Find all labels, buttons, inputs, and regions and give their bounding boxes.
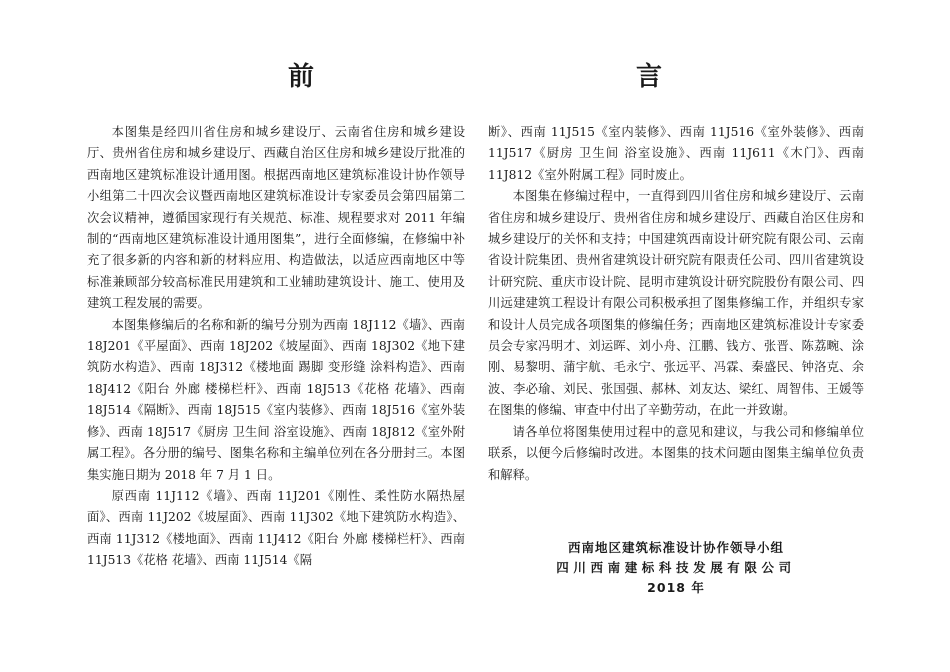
signature-org-1: 西南地区建筑标准设计协作领导小组 [567,540,784,555]
paragraph-new-numbers: 本图集修编后的名称和新的编号分别为西南 18J112《墙》、西南 18J201《平屋面》、西南 18J202《坡屋面》、西南 18J302《地下建筑防水构造》、西南 18J312《楼地面 踢脚 变形缝 涂料构造》、西南 18J412《阳台 外廊 楼梯栏杆》、西南 18J513《花格 花墙》、西南 18J514《隔断》、西南 18J515《室内装修》、西南 18J516《室外装修》、西南 18J517《厨房 卫生间 浴室设施》、西南 18J812《室外附属工程》。各分册的编号、图集名称和主编单位列在各分册封三。本图集实施日期为 2018 年 7 月 1 日。 [87,317,465,482]
paragraph-abolished-start: 原西南 11J112《墙》、西南 11J201《刚性、柔性防水隔热屋面》、西南 11J202《坡屋面》、西南 11J302《地下建筑防水构造》、西南 11J312《楼地面》、西南 11J412《阳台 外廊 楼梯栏杆》、西南 11J513《花格 花墙》、西南 11J514《隔 [87,488,465,568]
right-column [488,122,864,486]
paragraph-abolished-end: 断》、西南 11J515《室内装修》、西南 11J516《室外装修》、西南 11J517《厨房 卫生间 浴室设施》、西南 11J611《木门》、西南 11J812《室外附属工程》同时废止。 [488,125,864,182]
paragraph-acknowledgements: 本图集在修编过程中，一直得到四川省住房和城乡建设厅、云南省住房和城乡建设厅、贵州省住房和城乡建设厅、西藏自治区住房和城乡建设厅的关怀和支持；中国建筑西南设计研究院有限公司、云南省设计院集团、贵州省建筑设计研究院有限责任公司、四川省建筑设计研究院、重庆市设计院、昆明市建筑设计研究院股份有限公司、四川远建建筑工程设计有限公司积极承担了图集修编工作，并组织专家和设计人员完成各项图集的修编任务；西南地区建筑标准设计专家委员会专家冯明才、刘运晖、刘小舟、江鹏、钱方、张晋、陈荔畹、涂刚、易黎明、蒲宇航、毛永宁、张远平、冯霖、秦盛民、钟洛克、余波、李必瑜、刘民、张国强、郝林、刘友达、梁红、周智伟、王媛等在图集的修编、审查中付出了辛勤劳动，在此一并致谢。 [488,189,864,418]
left-column [87,122,465,572]
page-title: 前 言 [287,62,752,92]
paragraph-feedback: 请各单位将图集使用过程中的意见和建议，与我公司和修编单位联系，以便今后修编时改进。本图集的技术问题由图集主编单位负责和解释。 [488,424,864,482]
signature-block [488,538,864,598]
signature-year: 2018 年 [647,580,705,595]
paragraph-intro: 本图集是经四川省住房和城乡建设厅、云南省住房和城乡建设厅、贵州省住房和城乡建设厅、西藏自治区住房和城乡建设厅批准的西南地区建筑标准设计通用图。根据西南地区建筑标准设计协作领导小组第二十四次会议暨西南地区建筑标准设计专家委员会第四届第二次会议精神，遵循国家现行有关规范、标准、规程要求对 2011 年编制的“西南地区建筑标准设计通用图集”，进行全面修编，在修编中补充了很多新的内容和新的材料应用、构造做法，以适应西南地区中等标准兼顾部分较高标准民用建筑和工业辅助建筑设计、施工、使用及建筑工程发展的需要。 [87,125,465,311]
signature-org-2: 四川西南建标科技发展有限公司 [556,560,796,575]
